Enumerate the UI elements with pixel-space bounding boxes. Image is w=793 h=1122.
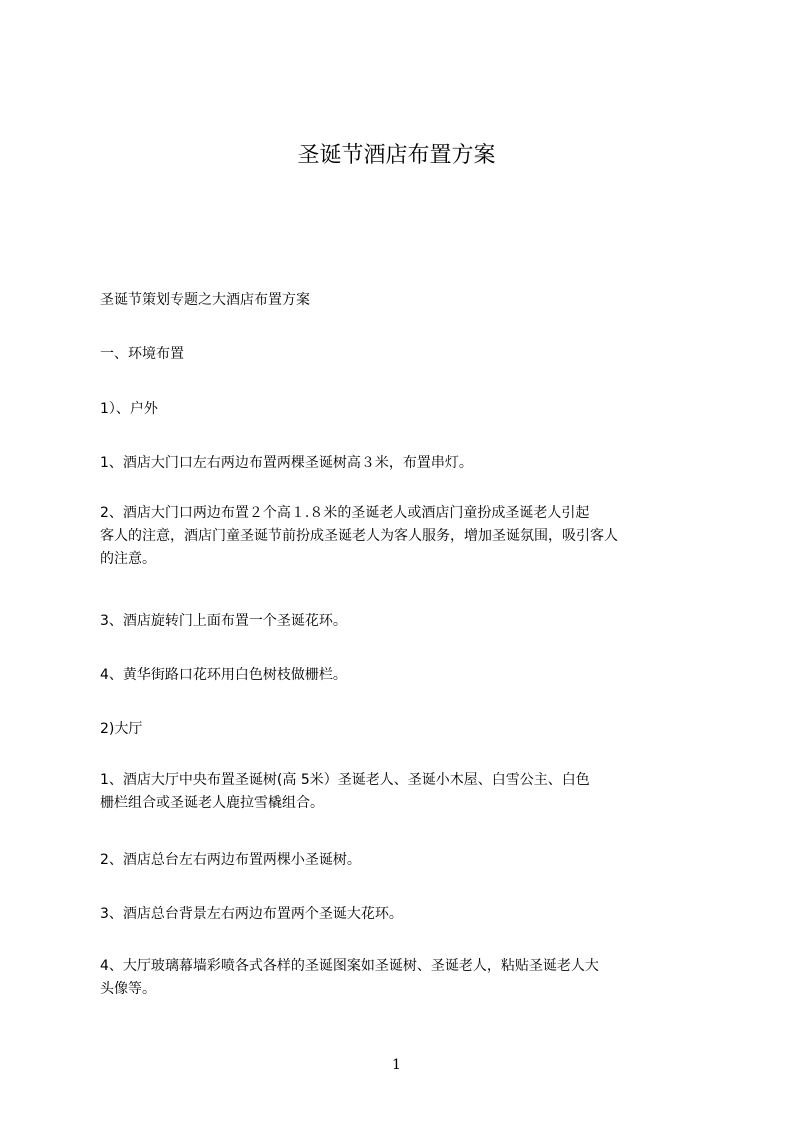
paragraph-item — [100, 610, 712, 633]
paragraph-line: 3、酒店总台背景左右两边布置两个圣诞大花环。 — [100, 906, 403, 922]
paragraph-item — [100, 502, 712, 571]
paragraph-line: 2、酒店大门口两边布置２个高１.８米的圣诞老人或酒店门童扮成圣诞老人引起 — [100, 505, 590, 521]
paragraph-item — [100, 849, 712, 872]
paragraph-section-heading — [100, 343, 712, 366]
paragraph-line: 1、酒店大厅中央布置圣诞树(高 5米）圣诞老人、圣诞小木屋、白雪公主、白色 — [100, 772, 590, 788]
paragraph-line: 一、环境布置 — [100, 346, 184, 362]
paragraph-line: 圣诞节策划专题之大酒店布置方案 — [100, 292, 310, 308]
paragraph-line: 的注意。 — [100, 551, 156, 567]
paragraph-line: 3、酒店旋转门上面布置一个圣诞花环。 — [100, 613, 347, 629]
paragraph-line: 头像等。 — [100, 981, 156, 997]
paragraph-subsection-lobby — [100, 718, 712, 741]
paragraph-subsection-outdoor — [100, 398, 712, 421]
paragraph-line: 2)大厅 — [100, 721, 143, 737]
paragraph-line: 4、大厅玻璃幕墙彩喷各式各样的圣诞图案如圣诞树、圣诞老人，粘贴圣诞老人大 — [100, 958, 599, 974]
paragraph-line: 1、酒店大门口左右两边布置两棵圣诞树高３米，布置串灯。 — [100, 455, 473, 471]
paragraph-item — [100, 955, 712, 1001]
paragraph-line: 1）、户外 — [100, 401, 158, 417]
paragraph-subtitle — [100, 289, 712, 312]
paragraph-line: 2、酒店总台左右两边布置两棵小圣诞树。 — [100, 852, 361, 868]
paragraph-item — [100, 452, 712, 475]
document-title: 圣诞节酒店布置方案 — [297, 143, 496, 168]
paragraph-line: 4、黄华街路口花环用白色树枝做栅栏。 — [100, 667, 347, 683]
paragraph-line: 栅栏组合或圣诞老人鹿拉雪橇组合。 — [100, 795, 324, 811]
paragraph-item — [100, 769, 712, 815]
page-number: 1 — [392, 1057, 401, 1073]
paragraph-item — [100, 903, 712, 926]
paragraph-line: 客人的注意，酒店门童圣诞节前扮成圣诞老人为客人服务，增加圣诞氛围，吸引客人 — [100, 528, 618, 544]
paragraph-item — [100, 664, 712, 687]
